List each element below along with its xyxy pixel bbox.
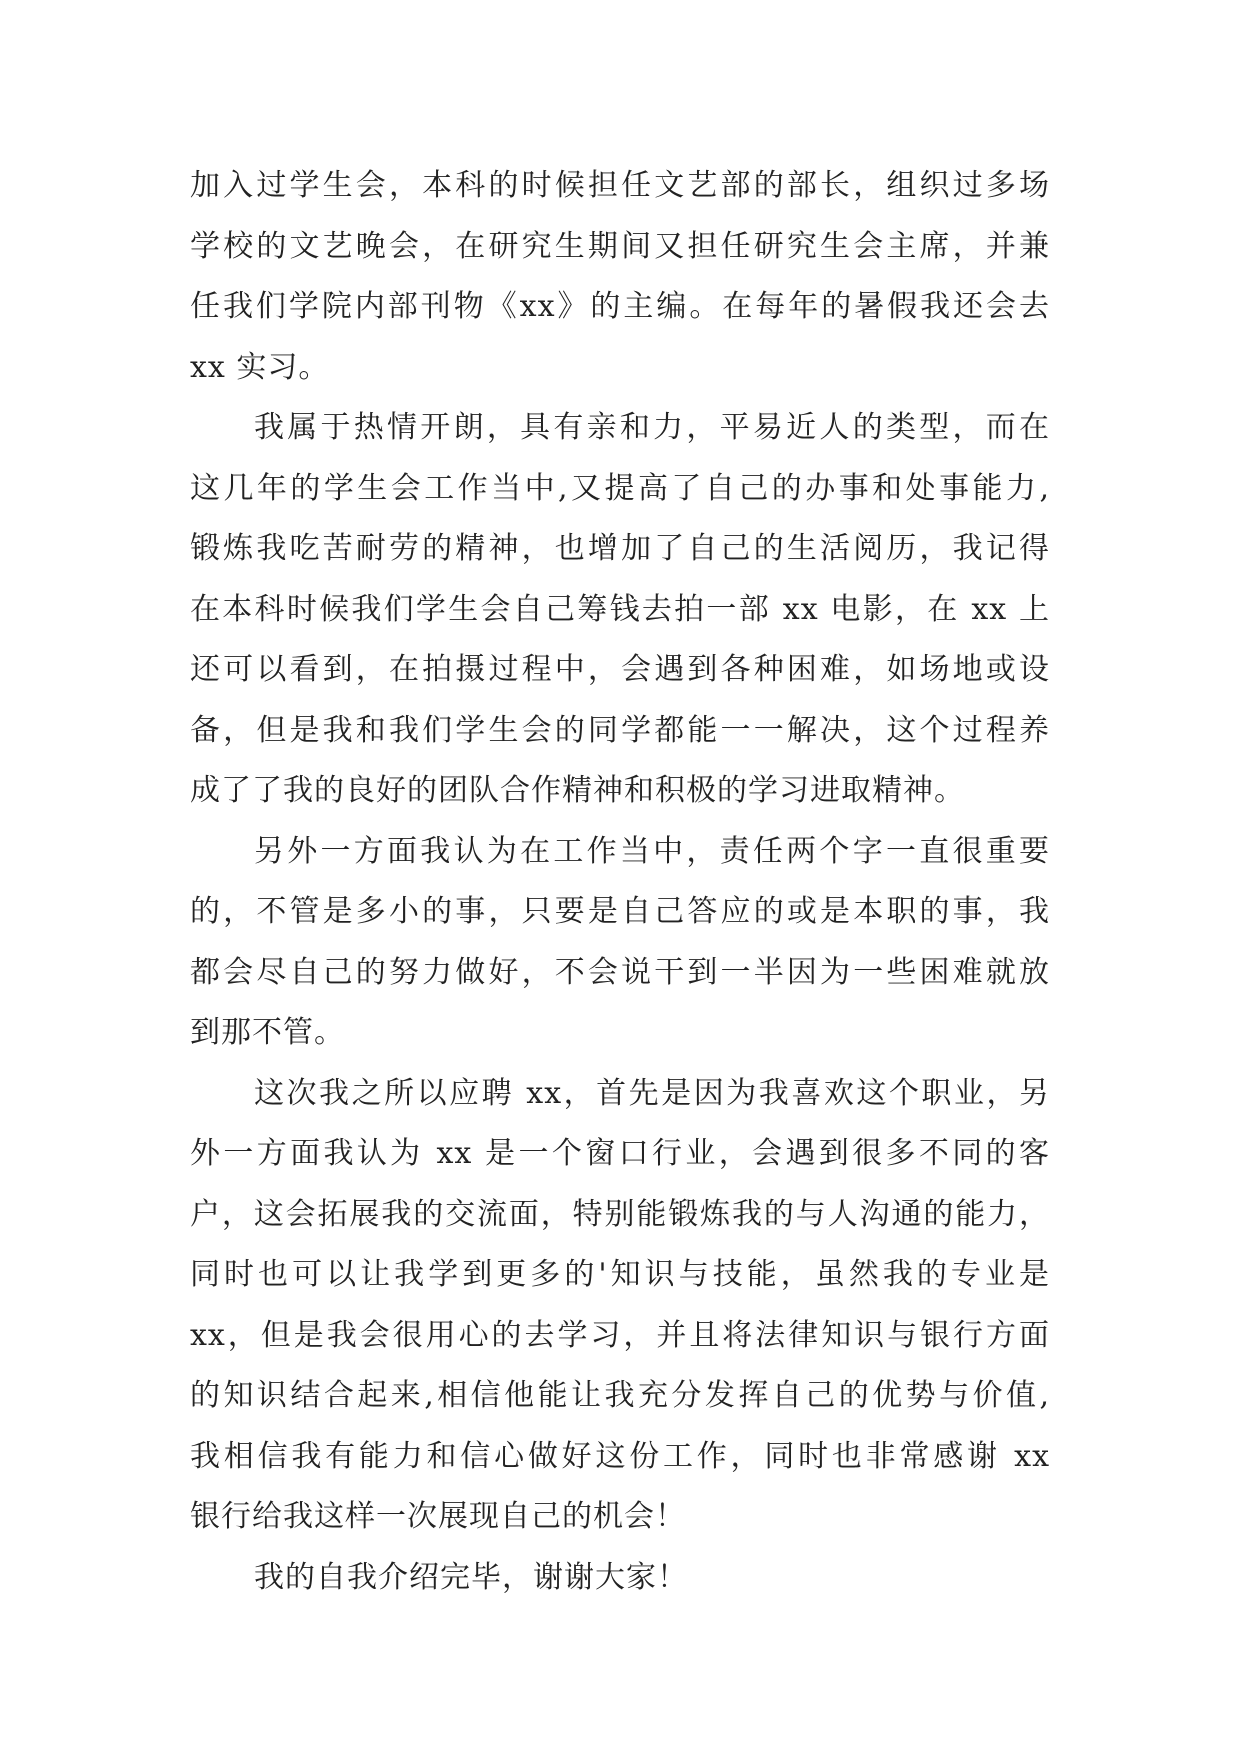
- text-line: xx，但是我会很用心的去学习，并且将法律知识与银行方面: [190, 1317, 1050, 1353]
- text-line: 在本科时候我们学生会自己筹钱去拍一部 xx 电影，在 xx 上: [190, 591, 1050, 627]
- text-line: 我相信我有能力和信心做好这份工作，同时也非常感谢 xx: [190, 1438, 1050, 1474]
- text-line: 备，但是我和我们学生会的同学都能一一解决，这个过程养: [190, 712, 1050, 748]
- text-line: 银行给我这样一次展现自己的机会！: [190, 1499, 686, 1534]
- paragraph: [190, 398, 1050, 822]
- text-line: 我的自我介绍完毕，谢谢大家！: [254, 1559, 688, 1595]
- paragraph: [190, 822, 1050, 1064]
- text-line: 这次我之所以应聘 xx，首先是因为我喜欢这个职业，另: [254, 1075, 1050, 1111]
- text-line: 的知识结合起来,相信他能让我充分发挥自己的优势与价值,: [190, 1378, 1050, 1413]
- text-line: 锻炼我吃苦耐劳的精神，也增加了自己的生活阅历，我记得: [190, 531, 1050, 566]
- text-line: 任我们学院内部刊物《xx》的主编。在每年的暑假我还会去: [190, 289, 1050, 324]
- text-line: 到那不管。: [190, 1015, 345, 1050]
- text-line: 这几年的学生会工作当中,又提高了自己的办事和处事能力,: [190, 470, 1050, 506]
- text-line: 成了了我的良好的团队合作精神和积极的学习进取精神。: [190, 773, 965, 808]
- paragraph: [190, 1548, 1050, 1609]
- text-line: 都会尽自己的努力做好，不会说干到一半因为一些困难就放: [190, 954, 1050, 990]
- paragraph: [190, 156, 1050, 398]
- text-line: 户，这会拓展我的交流面，特别能锻炼我的与人沟通的能力，: [190, 1196, 1050, 1232]
- text-line: 我属于热情开朗，具有亲和力，平易近人的类型，而在: [254, 410, 1050, 445]
- text-line: 外一方面我认为 xx 是一个窗口行业，会遇到很多不同的客: [190, 1136, 1050, 1171]
- paragraph: [190, 1064, 1050, 1548]
- text-line: 另外一方面我认为在工作当中，责任两个字一直很重要: [254, 833, 1050, 869]
- document-body: [190, 156, 1050, 1608]
- text-line: 还可以看到，在拍摄过程中，会遇到各种困难，如场地或设: [190, 652, 1050, 687]
- text-line: 同时也可以让我学到更多的'知识与技能，虽然我的专业是: [190, 1257, 1050, 1292]
- text-line: 的，不管是多小的事，只要是自己答应的或是本职的事，我: [190, 894, 1050, 929]
- text-line: 学校的文艺晚会，在研究生期间又担任研究生会主席，并兼: [190, 228, 1050, 264]
- text-line: 加入过学生会，本科的时候担任文艺部的部长，组织过多场: [190, 168, 1050, 203]
- text-line: xx 实习。: [190, 349, 330, 385]
